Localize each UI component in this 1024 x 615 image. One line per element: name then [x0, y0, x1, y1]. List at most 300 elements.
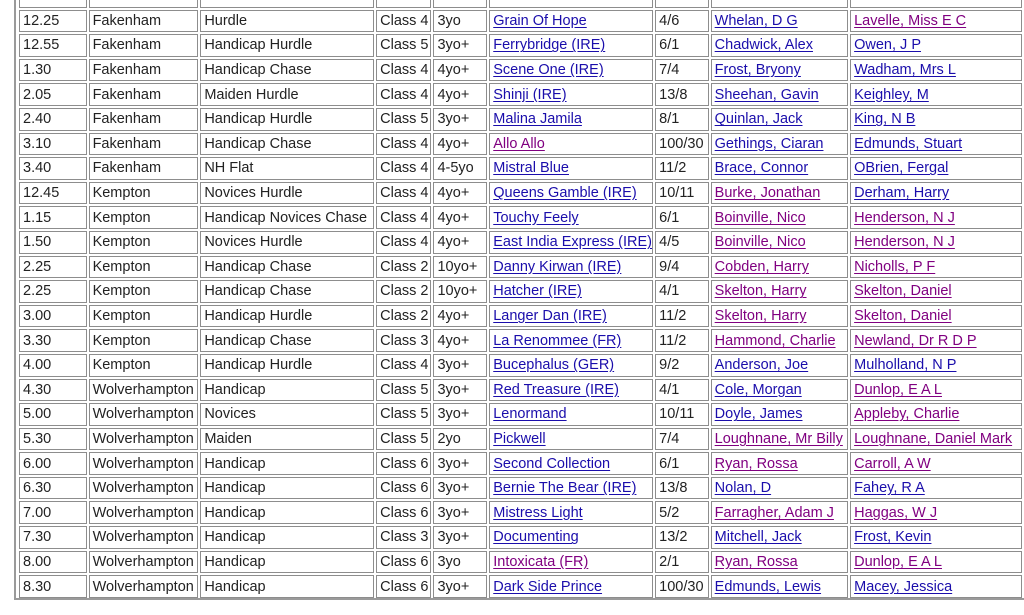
race-type-cell: Handicap — [200, 477, 374, 500]
table-row — [19, 256, 1022, 279]
race-type-cell: Handicap Chase — [200, 133, 374, 156]
horse-link[interactable]: Bucephalus (GER) — [493, 357, 615, 374]
jockey-cell — [711, 83, 848, 106]
race-time-cell: 7.00 — [19, 501, 87, 524]
course-cell: Wolverhampton — [89, 501, 199, 524]
horse-cell — [489, 403, 653, 426]
trainer-link[interactable]: Frost, Kevin — [854, 529, 932, 546]
race-class-cell: Class 4 — [376, 206, 431, 229]
trainer-link[interactable]: Henderson, N J — [854, 209, 955, 226]
race-type-cell: NH Flat — [200, 157, 374, 180]
jockey-link[interactable]: Doyle, James — [714, 406, 803, 423]
jockey-cell — [711, 182, 848, 205]
racecard-table-body — [19, 0, 1022, 598]
horse-link[interactable]: Shinji (IRE) — [493, 86, 567, 103]
trainer-link[interactable]: Dunlop, E A L — [854, 553, 942, 570]
jockey-cell — [711, 231, 848, 254]
trainer-cell — [850, 477, 1022, 500]
jockey-link[interactable]: Farragher, Adam J — [714, 504, 834, 521]
trainer-cell — [850, 280, 1022, 303]
racecard-table — [17, 0, 1024, 600]
horse-cell — [489, 157, 653, 180]
trainer-link[interactable]: Mulholland, N P — [854, 357, 957, 374]
trainer-link[interactable]: Dunlop, E A L — [854, 381, 942, 398]
race-time-cell: 4.30 — [19, 379, 87, 402]
odds-cell: 5/2 — [655, 501, 709, 524]
age-cell: 3yo — [433, 10, 487, 33]
trainer-link[interactable]: Derham, Harry — [854, 185, 950, 202]
race-time-cell: 1.50 — [19, 231, 87, 254]
jockey-cell — [711, 305, 848, 328]
table-row — [19, 428, 1022, 451]
jockey-link[interactable]: Frost, Bryony — [714, 62, 801, 79]
race-class-cell: Class 2 — [376, 280, 431, 303]
jockey-link[interactable]: Cobden, Harry — [714, 258, 809, 275]
jockey-link[interactable]: Anderson, Joe — [714, 357, 809, 374]
trainer-cell — [850, 231, 1022, 254]
horse-link[interactable]: Second Collection — [493, 455, 611, 472]
trainer-cell — [850, 0, 1022, 8]
jockey-cell — [711, 452, 848, 475]
trainer-cell — [850, 379, 1022, 402]
course-cell: Kempton — [89, 182, 199, 205]
jockey-cell — [711, 575, 848, 598]
age-cell: 3yo — [433, 551, 487, 574]
trainer-cell — [850, 305, 1022, 328]
race-type-cell: Maiden Hurdle — [200, 83, 374, 106]
horse-link[interactable]: Langer Dan (IRE) — [493, 308, 607, 325]
trainer-link[interactable]: OBrien, Fergal — [854, 160, 949, 177]
jockey-cell — [711, 329, 848, 352]
age-cell: 4-5yo — [433, 157, 487, 180]
jockey-link[interactable]: Quinlan, Jack — [714, 111, 803, 128]
horse-cell — [489, 452, 653, 475]
horse-link[interactable]: Scene One (IRE) — [493, 62, 604, 79]
race-time-cell: 3.40 — [19, 157, 87, 180]
trainer-link[interactable]: King, N B — [854, 111, 916, 128]
course-cell: Fakenham — [89, 157, 199, 180]
age-cell: 3yo+ — [433, 526, 487, 549]
race-class-cell: Class 4 — [376, 10, 431, 33]
course-cell: Wolverhampton — [89, 551, 199, 574]
age-cell: 3yo+ — [433, 108, 487, 131]
table-row — [19, 575, 1022, 598]
odds-cell: 4/1 — [655, 379, 709, 402]
trainer-link[interactable]: Haggas, W J — [854, 504, 938, 521]
course-cell: Fakenham — [89, 108, 199, 131]
jockey-cell — [711, 379, 848, 402]
table-row — [19, 329, 1022, 352]
course-cell: Kempton — [89, 280, 199, 303]
race-class-cell: Class 4 — [376, 157, 431, 180]
race-class-cell: Class 5 — [376, 403, 431, 426]
jockey-link[interactable]: Whelan, D G — [714, 12, 798, 29]
jockey-cell — [711, 157, 848, 180]
odds-cell: 11/2 — [655, 305, 709, 328]
table-row — [19, 10, 1022, 33]
course-cell: Wolverhampton — [89, 403, 199, 426]
course-cell: Kempton — [89, 206, 199, 229]
race-type-cell: Handicap Hurdle — [200, 108, 374, 131]
age-cell: 3yo+ — [433, 452, 487, 475]
odds-cell: 9/4 — [655, 256, 709, 279]
odds-cell: 11/2 — [655, 329, 709, 352]
race-time-cell: 2.25 — [19, 280, 87, 303]
trainer-cell — [850, 551, 1022, 574]
table-row — [19, 108, 1022, 131]
trainer-cell — [850, 157, 1022, 180]
odds-cell: 13/8 — [655, 477, 709, 500]
age-cell: 4yo+ — [433, 206, 487, 229]
trainer-link[interactable]: Newland, Dr R D P — [854, 332, 977, 349]
race-type-cell: Handicap Chase — [200, 329, 374, 352]
age-cell: 3yo+ — [433, 354, 487, 377]
race-class-cell: Class 4 — [376, 83, 431, 106]
horse-cell — [489, 256, 653, 279]
race-class-cell: Class 6 — [376, 551, 431, 574]
race-class-cell: Class 4 — [376, 182, 431, 205]
table-row — [19, 206, 1022, 229]
age-cell: 10yo+ — [433, 256, 487, 279]
horse-link[interactable]: Documenting — [493, 529, 579, 546]
trainer-cell — [850, 428, 1022, 451]
horse-link[interactable]: Red Treasure (IRE) — [493, 381, 619, 398]
jockey-link[interactable]: Nolan, D — [714, 480, 772, 497]
trainer-cell — [850, 575, 1022, 598]
table-row — [19, 231, 1022, 254]
race-class-cell: Class 2 — [376, 256, 431, 279]
horse-cell — [489, 354, 653, 377]
trainer-cell — [850, 59, 1022, 82]
trainer-cell — [850, 329, 1022, 352]
age-cell: 4yo+ — [433, 133, 487, 156]
trainer-link[interactable]: Carroll, A W — [854, 455, 931, 472]
course-cell: Wolverhampton — [89, 379, 199, 402]
odds-cell: 4/5 — [655, 231, 709, 254]
race-class-cell: Class 6 — [376, 477, 431, 500]
race-type-cell: Novices — [200, 403, 374, 426]
race-time-cell: 7.30 — [19, 526, 87, 549]
jockey-link[interactable]: Mitchell, Jack — [714, 529, 802, 546]
course-cell: Wolverhampton — [89, 526, 199, 549]
age-cell: 2yo — [433, 428, 487, 451]
horse-cell — [489, 526, 653, 549]
jockey-link[interactable]: Chadwick, Alex — [714, 37, 813, 54]
table-row — [19, 551, 1022, 574]
race-type-cell: Handicap Chase — [200, 256, 374, 279]
horse-link[interactable]: Queens Gamble (IRE) — [493, 185, 637, 202]
horse-link[interactable]: Dark Side Prince — [493, 578, 603, 595]
horse-cell — [489, 575, 653, 598]
jockey-cell — [711, 354, 848, 377]
race-time-cell: 8.30 — [19, 575, 87, 598]
jockey-cell — [711, 59, 848, 82]
horse-cell — [489, 0, 653, 8]
jockey-link[interactable]: Brace, Connor — [714, 160, 809, 177]
course-cell: Fakenham — [89, 34, 199, 57]
race-time-cell: 3.00 — [19, 305, 87, 328]
odds-cell: 2/1 — [655, 551, 709, 574]
horse-link[interactable]: Lenormand — [493, 406, 567, 423]
race-type-cell: Novices Hurdle — [200, 182, 374, 205]
odds-cell: 7/4 — [655, 59, 709, 82]
horse-cell — [489, 477, 653, 500]
age-cell: 4yo+ — [433, 59, 487, 82]
horse-cell — [489, 551, 653, 574]
course-cell — [89, 0, 199, 8]
horse-link[interactable]: Intoxicata (FR) — [493, 553, 589, 570]
race-time-cell: 2.25 — [19, 256, 87, 279]
race-class-cell: Class 4 — [376, 231, 431, 254]
jockey-link[interactable]: Ryan, Rossa — [714, 553, 798, 570]
age-cell: 4yo+ — [433, 231, 487, 254]
race-class-cell: Class 4 — [376, 59, 431, 82]
race-type-cell: Handicap Hurdle — [200, 34, 374, 57]
trainer-cell — [850, 501, 1022, 524]
race-class-cell: Class 5 — [376, 428, 431, 451]
table-row — [19, 34, 1022, 57]
jockey-link[interactable]: Edmunds, Lewis — [714, 578, 822, 595]
jockey-link[interactable]: Skelton, Harry — [714, 308, 807, 325]
age-cell: 3yo+ — [433, 575, 487, 598]
horse-link[interactable]: Danny Kirwan (IRE) — [493, 258, 622, 275]
jockey-cell — [711, 206, 848, 229]
table-row — [19, 182, 1022, 205]
age-cell: 4yo+ — [433, 83, 487, 106]
jockey-cell — [711, 0, 848, 8]
race-type-cell: Handicap — [200, 526, 374, 549]
odds-cell: 8/1 — [655, 108, 709, 131]
horse-link[interactable]: Mistral Blue — [493, 160, 569, 177]
trainer-link[interactable]: Lavelle, Miss E C — [854, 12, 967, 29]
race-time-cell — [19, 0, 87, 8]
trainer-cell — [850, 10, 1022, 33]
trainer-link[interactable]: Edmunds, Stuart — [854, 135, 963, 152]
trainer-cell — [850, 182, 1022, 205]
race-class-cell: Class 4 — [376, 133, 431, 156]
jockey-cell — [711, 403, 848, 426]
trainer-cell — [850, 83, 1022, 106]
horse-cell — [489, 206, 653, 229]
trainer-cell — [850, 206, 1022, 229]
race-class-cell: Class 2 — [376, 305, 431, 328]
jockey-link[interactable]: Skelton, Harry — [714, 283, 807, 300]
race-type-cell: Handicap Novices Chase — [200, 206, 374, 229]
horse-cell — [489, 428, 653, 451]
horse-link[interactable]: Mistress Light — [493, 504, 583, 521]
race-type-cell: Handicap Chase — [200, 59, 374, 82]
race-time-cell: 1.30 — [19, 59, 87, 82]
odds-cell: 13/8 — [655, 83, 709, 106]
jockey-link[interactable]: Boinville, Nico — [714, 209, 806, 226]
trainer-cell — [850, 452, 1022, 475]
odds-cell: 11/2 — [655, 157, 709, 180]
race-class-cell: Class 3 — [376, 526, 431, 549]
jockey-link[interactable]: Ryan, Rossa — [714, 455, 798, 472]
odds-cell: 9/2 — [655, 354, 709, 377]
trainer-link[interactable]: Henderson, N J — [854, 234, 955, 251]
age-cell: 3yo+ — [433, 379, 487, 402]
trainer-link[interactable]: Loughnane, Daniel Mark — [854, 430, 1013, 447]
age-cell: 4yo+ — [433, 182, 487, 205]
jockey-cell — [711, 526, 848, 549]
table-row — [19, 354, 1022, 377]
race-time-cell: 3.30 — [19, 329, 87, 352]
odds-cell: 100/30 — [655, 133, 709, 156]
odds-cell: 6/1 — [655, 34, 709, 57]
race-type-cell — [200, 0, 374, 8]
race-class-cell: Class 5 — [376, 379, 431, 402]
horse-link[interactable]: Ferrybridge (IRE) — [493, 37, 606, 54]
odds-cell: 100/30 — [655, 575, 709, 598]
horse-link[interactable]: East India Express (IRE) — [493, 234, 652, 251]
age-cell: 3yo+ — [433, 34, 487, 57]
jockey-cell — [711, 133, 848, 156]
table-row — [19, 0, 1022, 8]
horse-cell — [489, 59, 653, 82]
jockey-cell — [711, 280, 848, 303]
odds-cell: 10/11 — [655, 182, 709, 205]
trainer-link[interactable]: Skelton, Daniel — [854, 308, 952, 325]
race-time-cell: 12.45 — [19, 182, 87, 205]
trainer-link[interactable]: Fahey, R A — [854, 480, 925, 497]
race-class-cell: Class 5 — [376, 108, 431, 131]
race-time-cell: 5.00 — [19, 403, 87, 426]
trainer-cell — [850, 256, 1022, 279]
jockey-link[interactable]: Boinville, Nico — [714, 234, 806, 251]
race-type-cell: Maiden — [200, 428, 374, 451]
table-row — [19, 501, 1022, 524]
trainer-cell — [850, 526, 1022, 549]
race-time-cell: 1.15 — [19, 206, 87, 229]
table-row — [19, 403, 1022, 426]
horse-cell — [489, 34, 653, 57]
horse-link[interactable]: Malina Jamila — [493, 111, 582, 128]
course-cell: Kempton — [89, 305, 199, 328]
horse-link[interactable]: Grain Of Hope — [493, 12, 587, 29]
jockey-link[interactable]: Loughnane, Mr Billy — [714, 430, 843, 447]
race-time-cell: 2.05 — [19, 83, 87, 106]
table-row — [19, 526, 1022, 549]
course-cell: Fakenham — [89, 10, 199, 33]
race-type-cell: Novices Hurdle — [200, 231, 374, 254]
table-row — [19, 280, 1022, 303]
trainer-cell — [850, 133, 1022, 156]
trainer-cell — [850, 108, 1022, 131]
odds-cell: 6/1 — [655, 452, 709, 475]
jockey-link[interactable]: Sheehan, Gavin — [714, 86, 819, 103]
race-type-cell: Handicap — [200, 452, 374, 475]
horse-cell — [489, 108, 653, 131]
trainer-cell — [850, 34, 1022, 57]
race-time-cell: 8.00 — [19, 551, 87, 574]
race-type-cell: Handicap Chase — [200, 280, 374, 303]
trainer-link[interactable]: Owen, J P — [854, 37, 921, 54]
table-row — [19, 477, 1022, 500]
course-cell: Wolverhampton — [89, 428, 199, 451]
race-class-cell: Class 5 — [376, 34, 431, 57]
horse-cell — [489, 231, 653, 254]
trainer-link[interactable]: Appleby, Charlie — [854, 406, 960, 423]
jockey-link[interactable]: Cole, Morgan — [714, 381, 802, 398]
jockey-cell — [711, 501, 848, 524]
trainer-link[interactable]: Keighley, M — [854, 86, 929, 103]
odds-cell: 13/2 — [655, 526, 709, 549]
race-class-cell: Class 6 — [376, 501, 431, 524]
jockey-link[interactable]: Gethings, Ciaran — [714, 135, 824, 152]
odds-cell: 6/1 — [655, 206, 709, 229]
trainer-link[interactable]: Skelton, Daniel — [854, 283, 952, 300]
course-cell: Kempton — [89, 256, 199, 279]
race-time-cell: 2.40 — [19, 108, 87, 131]
trainer-link[interactable]: Macey, Jessica — [854, 578, 953, 595]
horse-link[interactable]: Pickwell — [493, 430, 546, 447]
course-cell: Kempton — [89, 231, 199, 254]
horse-link[interactable]: Allo Allo — [493, 135, 545, 152]
race-type-cell: Handicap — [200, 379, 374, 402]
table-row — [19, 379, 1022, 402]
horse-cell — [489, 501, 653, 524]
jockey-cell — [711, 551, 848, 574]
race-type-cell: Handicap — [200, 575, 374, 598]
jockey-cell — [711, 477, 848, 500]
race-type-cell: Handicap — [200, 551, 374, 574]
jockey-link[interactable]: Hammond, Charlie — [714, 332, 836, 349]
race-time-cell: 12.55 — [19, 34, 87, 57]
horse-link[interactable]: Hatcher (IRE) — [493, 283, 582, 300]
jockey-cell — [711, 108, 848, 131]
odds-cell: 7/4 — [655, 428, 709, 451]
horse-link[interactable]: La Renommee (FR) — [493, 332, 622, 349]
age-cell — [433, 0, 487, 8]
trainer-link[interactable]: Nicholls, P F — [854, 258, 936, 275]
race-time-cell: 3.10 — [19, 133, 87, 156]
race-class-cell: Class 4 — [376, 354, 431, 377]
horse-cell — [489, 83, 653, 106]
race-class-cell: Class 6 — [376, 452, 431, 475]
course-cell: Wolverhampton — [89, 452, 199, 475]
race-time-cell: 6.30 — [19, 477, 87, 500]
age-cell: 3yo+ — [433, 403, 487, 426]
race-class-cell: Class 6 — [376, 575, 431, 598]
horse-cell — [489, 133, 653, 156]
jockey-link[interactable]: Burke, Jonathan — [714, 185, 821, 202]
horse-link[interactable]: Touchy Feely — [493, 209, 579, 226]
table-row — [19, 59, 1022, 82]
table-row — [19, 133, 1022, 156]
horse-cell — [489, 182, 653, 205]
horse-cell — [489, 305, 653, 328]
horse-link[interactable]: Bernie The Bear (IRE) — [493, 480, 637, 497]
age-cell: 3yo+ — [433, 477, 487, 500]
course-cell: Wolverhampton — [89, 477, 199, 500]
race-type-cell: Handicap — [200, 501, 374, 524]
jockey-cell — [711, 34, 848, 57]
table-row — [19, 83, 1022, 106]
odds-cell — [655, 0, 709, 8]
race-time-cell: 6.00 — [19, 452, 87, 475]
course-cell: Fakenham — [89, 83, 199, 106]
age-cell: 3yo+ — [433, 501, 487, 524]
horse-cell — [489, 379, 653, 402]
jockey-cell — [711, 10, 848, 33]
age-cell: 10yo+ — [433, 280, 487, 303]
age-cell: 4yo+ — [433, 305, 487, 328]
odds-cell: 4/6 — [655, 10, 709, 33]
trainer-cell — [850, 354, 1022, 377]
table-row — [19, 305, 1022, 328]
trainer-link[interactable]: Wadham, Mrs L — [854, 62, 956, 79]
